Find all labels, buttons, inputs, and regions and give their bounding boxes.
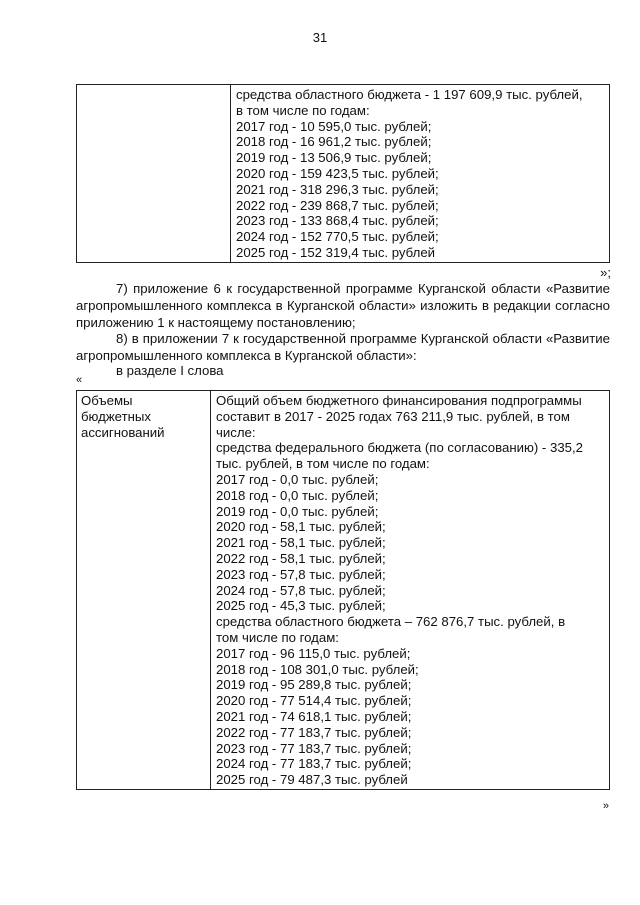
closing-quote: »; [600, 265, 611, 280]
funding-table-regional [76, 84, 610, 263]
table1-line: в том числе по годам: [236, 102, 370, 118]
table1-line: 2018 год - 16 961,2 тыс. рублей; [236, 134, 432, 150]
table2-line: 2022 год - 58,1 тыс. рублей; [216, 550, 386, 566]
table2-line: 2021 год - 74 618,1 тыс. рублей; [216, 708, 412, 724]
table2-line: том числе по годам: [216, 629, 339, 645]
table2-label-line: Объемы [81, 393, 133, 408]
table2-line: 2022 год - 77 183,7 тыс. рублей; [216, 724, 412, 740]
table1-line: 2017 год - 10 595,0 тыс. рублей; [236, 118, 432, 134]
table1-line: 2022 год - 239 868,7 тыс. рублей; [236, 197, 439, 213]
table2-label-line: бюджетных [81, 408, 151, 424]
table2-line: 2023 год - 77 183,7 тыс. рублей; [216, 740, 412, 756]
table2-label-line: ассигнований [81, 424, 165, 440]
table1-line: 2020 год - 159 423,5 тыс. рублей; [236, 165, 439, 181]
table2-line: 2017 год - 0,0 тыс. рублей; [216, 471, 379, 487]
table2-line: 2017 год - 96 115,0 тыс. рублей; [216, 645, 411, 661]
table2-line: средства областного бюджета – 762 876,7 тыс. рублей, в [216, 614, 566, 630]
table2-line: составит в 2017 - 2025 годах 763 211,9 тыс. рублей, в том [216, 408, 570, 424]
table2-line: 2018 год - 0,0 тыс. рублей; [216, 487, 379, 503]
table1-line: 2025 год - 152 319,4 тыс. рублей [236, 244, 436, 260]
table2-line: 2024 год - 77 183,7 тыс. рублей; [216, 756, 412, 772]
table1-line: 2021 год - 318 296,3 тыс. рублей; [236, 181, 439, 197]
table2-line: 2024 год - 57,8 тыс. рублей; [216, 582, 386, 598]
paragraph-item-8: 8) в приложении 7 к государственной программе Курганской области «Развитие агропромышленного комплекса в Курганской области»: [76, 331, 610, 363]
table2-line: 2021 год - 58,1 тыс. рублей; [216, 535, 386, 551]
budget-allocations-table [76, 390, 610, 790]
table2-line: 2023 год - 57,8 тыс. рублей; [216, 566, 386, 582]
table1-content-cell [231, 85, 610, 263]
table2-content-cell [211, 391, 610, 790]
table2-line: числе: [216, 424, 256, 440]
table1-empty-label-cell [77, 85, 231, 263]
table2-line: 2020 год - 77 514,4 тыс. рублей; [216, 693, 412, 709]
table2-line: 2025 год - 79 487,3 тыс. рублей [216, 772, 408, 788]
table1-line: средства областного бюджета - 1 197 609,9 тыс. рублей, [236, 87, 583, 102]
paragraph-item-8-section: в разделе I слова [116, 363, 224, 378]
table2-line: 2019 год - 0,0 тыс. рублей; [216, 503, 379, 519]
table2-line: 2020 год - 58,1 тыс. рублей; [216, 519, 386, 535]
table2-label-cell [77, 391, 211, 790]
table2-line: средства федерального бюджета (по согласованию) - 335,2 [216, 440, 583, 456]
page-number: 31 [312, 30, 328, 45]
closing-quote: » [602, 800, 609, 812]
table1-line: 2019 год - 13 506,9 тыс. рублей; [236, 150, 432, 166]
opening-quote: « [76, 374, 83, 386]
table2-line: 2018 год - 108 301,0 тыс. рублей; [216, 661, 419, 677]
table1-line: 2023 год - 133 868,4 тыс. рублей; [236, 213, 439, 229]
table2-line: 2025 год - 45,3 тыс. рублей; [216, 598, 386, 614]
table2-line: Общий объем бюджетного финансирования подпрограммы [216, 393, 582, 408]
table2-line: тыс. рублей, в том числе по годам: [216, 456, 430, 472]
table1-line: 2024 год - 152 770,5 тыс. рублей; [236, 229, 439, 245]
paragraph-item-7: 7) приложение 6 к государственной программе Курганской области «Развитие агропромышленного комплекса в Курганской области» изложить в редакции согласно приложению 1 к настоящему постановлению; [76, 281, 610, 330]
table2-line: 2019 год - 95 289,8 тыс. рублей; [216, 677, 412, 693]
